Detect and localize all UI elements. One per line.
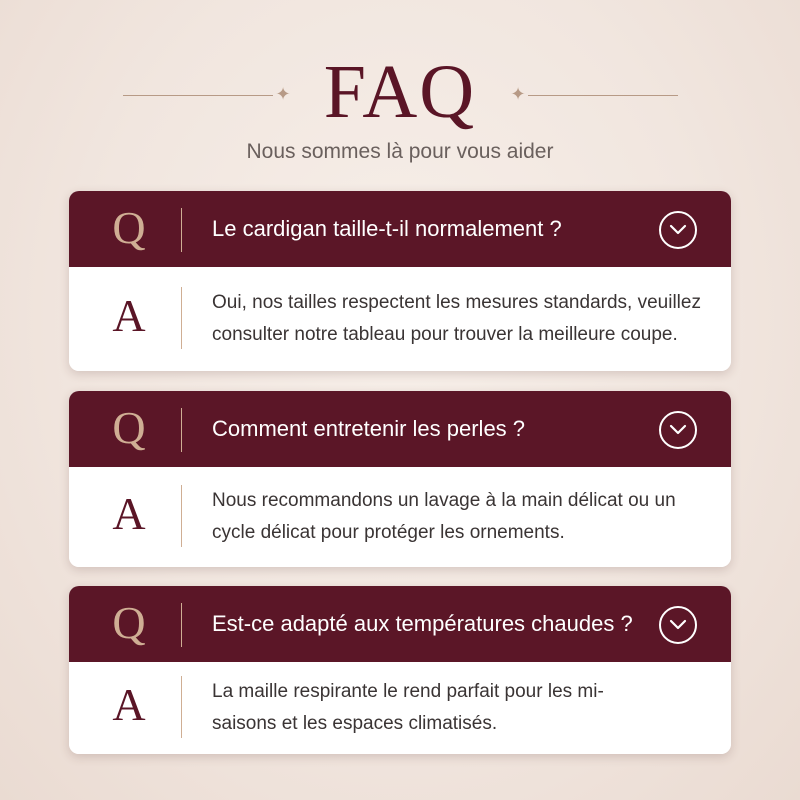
letter-divider <box>181 485 182 547</box>
faq-question-bar[interactable] <box>69 586 731 662</box>
faq-item <box>69 191 731 371</box>
faq-item <box>69 586 731 754</box>
sparkle-icon: ✦ <box>275 84 291 105</box>
answer-letter: A <box>112 488 146 539</box>
faq-toggle-button[interactable] <box>659 211 697 249</box>
letter-divider <box>181 676 182 738</box>
faq-question[interactable]: Le cardigan taille-t-il normalement ? <box>212 216 562 241</box>
faq-header <box>0 0 800 180</box>
answer-letter: A <box>112 679 146 730</box>
question-letter: Q <box>112 202 146 253</box>
sparkle-icon: ✦ <box>510 84 526 105</box>
page-title: FAQ <box>323 50 477 134</box>
letter-divider <box>181 287 182 349</box>
faq-answer-panel <box>69 662 731 754</box>
faq-question-bar[interactable] <box>69 391 731 467</box>
faq-item <box>69 391 731 567</box>
decorative-rule-right <box>528 95 678 96</box>
faq-answer-panel <box>69 267 731 371</box>
faq-toggle-button[interactable] <box>659 411 697 449</box>
answer-letter: A <box>112 290 146 341</box>
chevron-down-icon <box>669 619 687 631</box>
question-letter: Q <box>112 597 146 648</box>
page-subtitle: Nous sommes là pour vous aider <box>246 140 554 163</box>
faq-answer-panel <box>69 467 731 567</box>
faq-question-bar[interactable] <box>69 191 731 267</box>
chevron-down-icon <box>669 424 687 436</box>
letter-divider <box>181 603 182 647</box>
faq-answer: Nous recommandons un lavage à la main délicat ou un cycle délicat pour protéger les ornements. <box>212 490 676 543</box>
faq-question[interactable]: Est-ce adapté aux températures chaudes ? <box>212 611 633 636</box>
faq-toggle-button[interactable] <box>659 606 697 644</box>
faq-answer: La maille respirante le rend parfait pour les mi-saisons et les espaces climatisés. <box>212 681 604 734</box>
letter-divider <box>181 208 182 252</box>
faq-answer: Oui, nos tailles respectent les mesures standards, veuillez consulter notre tableau pour trouver la meilleure coupe. <box>212 292 701 345</box>
question-letter: Q <box>112 402 146 453</box>
faq-question[interactable]: Comment entretenir les perles ? <box>212 416 526 441</box>
letter-divider <box>181 408 182 452</box>
chevron-down-icon <box>669 224 687 236</box>
